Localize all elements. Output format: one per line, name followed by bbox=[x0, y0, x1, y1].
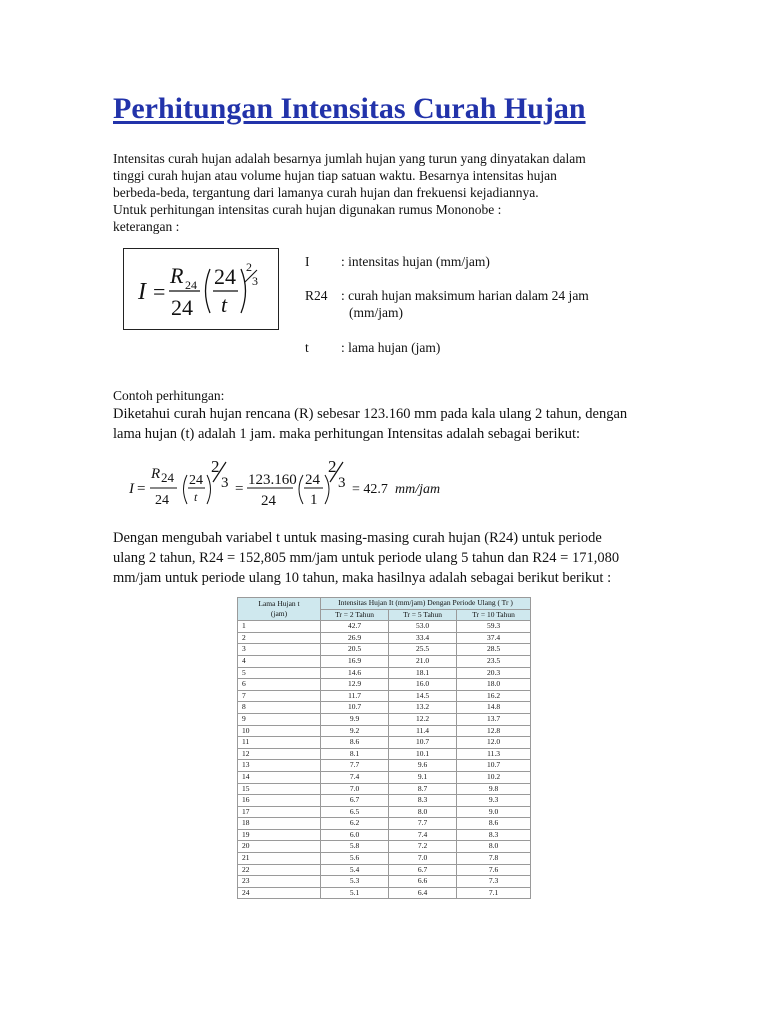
ex-r: R bbox=[151, 466, 161, 482]
col-header-duration-line1: Lama Hujan t bbox=[258, 598, 300, 608]
table-row bbox=[238, 771, 531, 783]
col-header-duration bbox=[238, 598, 321, 621]
cell-intensity: 16.2 bbox=[457, 690, 531, 702]
cell-intensity: 10.2 bbox=[457, 771, 531, 783]
cell-intensity: 11.3 bbox=[457, 748, 531, 760]
cell-intensity: 8.0 bbox=[389, 806, 457, 818]
sub-header-tr10: Tr = 10 Tahun bbox=[457, 609, 531, 621]
cell-intensity: 12.2 bbox=[389, 713, 457, 725]
ex-lparen-1 bbox=[184, 475, 188, 504]
cell-intensity: 12.8 bbox=[457, 725, 531, 737]
group-header: Intensitas Hujan It (mm/jam) Dengan Periode Ulang ( Tr ) bbox=[321, 598, 531, 610]
table-row bbox=[238, 818, 531, 830]
cell-intensity: 5.3 bbox=[321, 876, 389, 888]
ex-rparen-1 bbox=[207, 475, 211, 504]
legend-text: : curah hujan maksimum harian dalam 24 jam bbox=[341, 288, 589, 303]
example-heading bbox=[113, 387, 653, 404]
cell-intensity: 53.0 bbox=[389, 621, 457, 633]
cell-duration: 1 bbox=[238, 621, 321, 633]
cell-intensity: 10.7 bbox=[457, 760, 531, 772]
mononobe-formula-box bbox=[123, 248, 279, 330]
cell-duration: 2 bbox=[238, 632, 321, 644]
intro-line: Intensitas curah hujan adalah besarnya jumlah hujan yang turun yang dinyatakan dalam bbox=[113, 151, 586, 166]
cell-intensity: 5.4 bbox=[321, 864, 389, 876]
cell-intensity: 9.1 bbox=[389, 771, 457, 783]
cell-intensity: 11.7 bbox=[321, 690, 389, 702]
cell-intensity: 9.9 bbox=[321, 713, 389, 725]
cell-duration: 11 bbox=[238, 737, 321, 749]
formula-exp-denominator: 3 bbox=[252, 274, 258, 288]
ex-result: = 42.7 bbox=[352, 482, 388, 497]
cell-intensity: 23.5 bbox=[457, 655, 531, 667]
cell-intensity: 6.0 bbox=[321, 829, 389, 841]
cell-intensity: 21.0 bbox=[389, 655, 457, 667]
ex-one: 1 bbox=[310, 492, 318, 508]
legend-text: : intensitas hujan (mm/jam) bbox=[341, 254, 490, 269]
cell-intensity: 6.2 bbox=[321, 818, 389, 830]
cell-intensity: 5.8 bbox=[321, 841, 389, 853]
cell-intensity: 6.7 bbox=[321, 795, 389, 807]
cell-intensity: 7.8 bbox=[457, 853, 531, 865]
table-row bbox=[238, 690, 531, 702]
cell-intensity: 8.3 bbox=[457, 829, 531, 841]
legend-r24 bbox=[305, 287, 589, 321]
table-row bbox=[238, 864, 531, 876]
cell-intensity: 37.4 bbox=[457, 632, 531, 644]
ex-exp-den-1: 3 bbox=[221, 475, 229, 491]
table-row bbox=[238, 713, 531, 725]
cell-intensity: 7.3 bbox=[457, 876, 531, 888]
legend-text: : lama hujan (jam) bbox=[341, 340, 441, 355]
cell-intensity: 6.5 bbox=[321, 806, 389, 818]
formula-r: R bbox=[170, 263, 184, 288]
cell-duration: 13 bbox=[238, 760, 321, 772]
cell-duration: 21 bbox=[238, 853, 321, 865]
ex-lparen-2 bbox=[299, 475, 303, 504]
example-heading-text: Contoh perhitungan: bbox=[113, 388, 225, 403]
cell-intensity: 6.7 bbox=[389, 864, 457, 876]
table-body bbox=[238, 621, 531, 899]
col-header-duration-line2: (jam) bbox=[270, 609, 288, 619]
ex-t: t bbox=[194, 490, 198, 504]
cell-intensity: 12.9 bbox=[321, 679, 389, 691]
cell-intensity: 10.7 bbox=[389, 737, 457, 749]
table-row bbox=[238, 748, 531, 760]
cell-intensity: 20.3 bbox=[457, 667, 531, 679]
cell-duration: 14 bbox=[238, 771, 321, 783]
cell-duration: 4 bbox=[238, 655, 321, 667]
cell-intensity: 16.9 bbox=[321, 655, 389, 667]
cell-intensity: 6.4 bbox=[389, 887, 457, 899]
legend-t bbox=[305, 339, 440, 356]
cell-intensity: 20.5 bbox=[321, 644, 389, 656]
cell-intensity: 14.5 bbox=[389, 690, 457, 702]
table-row bbox=[238, 887, 531, 899]
cell-intensity: 42.7 bbox=[321, 621, 389, 633]
conclusion-line: mm/jam untuk periode ulang 10 tahun, maka hasilnya adalah sebagai berikut berikut : bbox=[113, 570, 612, 586]
formula-right-paren bbox=[241, 269, 246, 313]
intro-paragraph bbox=[113, 150, 653, 235]
intensity-table bbox=[237, 597, 531, 899]
cell-intensity: 7.7 bbox=[389, 818, 457, 830]
cell-duration: 24 bbox=[238, 887, 321, 899]
cell-duration: 20 bbox=[238, 841, 321, 853]
cell-intensity: 25.5 bbox=[389, 644, 457, 656]
ex-rparen-2 bbox=[325, 475, 329, 504]
cell-intensity: 5.6 bbox=[321, 853, 389, 865]
cell-intensity: 13.2 bbox=[389, 702, 457, 714]
cell-intensity: 18.1 bbox=[389, 667, 457, 679]
cell-duration: 15 bbox=[238, 783, 321, 795]
page-title: Perhitungan Intensitas Curah Hujan bbox=[113, 92, 586, 125]
intro-line: tinggi curah hujan atau volume hujan tiap satuan waktu. Besarnya intensitas hujan bbox=[113, 168, 557, 183]
cell-intensity: 14.6 bbox=[321, 667, 389, 679]
conclusion-line: Dengan mengubah variabel t untuk masing-masing curah hujan (R24) untuk periode bbox=[113, 530, 602, 546]
conclusion-paragraph bbox=[113, 528, 653, 588]
cell-intensity: 11.4 bbox=[389, 725, 457, 737]
table-row bbox=[238, 632, 531, 644]
legend-symbol: I bbox=[305, 254, 310, 269]
cell-intensity: 9.3 bbox=[457, 795, 531, 807]
cell-duration: 23 bbox=[238, 876, 321, 888]
cell-intensity: 13.7 bbox=[457, 713, 531, 725]
legend-i bbox=[305, 253, 490, 270]
cell-duration: 10 bbox=[238, 725, 321, 737]
ex-exp-num-2: 2 bbox=[328, 458, 337, 476]
mononobe-formula bbox=[124, 249, 280, 331]
table-row bbox=[238, 760, 531, 772]
ex-i: I bbox=[129, 481, 134, 497]
keterangan-label: keterangan : bbox=[113, 219, 180, 234]
cell-intensity: 8.3 bbox=[389, 795, 457, 807]
cell-intensity: 33.4 bbox=[389, 632, 457, 644]
cell-intensity: 9.0 bbox=[457, 806, 531, 818]
example-line: lama hujan (t) adalah 1 jam. maka perhitungan Intensitas adalah sebagai berikut: bbox=[113, 426, 581, 442]
cell-intensity: 8.6 bbox=[457, 818, 531, 830]
cell-duration: 7 bbox=[238, 690, 321, 702]
ex-eq-2: = bbox=[235, 481, 244, 497]
ex-eq: = bbox=[137, 481, 146, 497]
ex-r-value: 123.160 bbox=[248, 472, 297, 488]
cell-intensity: 12.0 bbox=[457, 737, 531, 749]
formula-i: I bbox=[138, 279, 146, 305]
ex-result-unit: mm/jam bbox=[395, 482, 441, 497]
ex-exp-num-1: 2 bbox=[211, 458, 220, 476]
cell-intensity: 10.7 bbox=[321, 702, 389, 714]
sub-header-tr2: Tr = 2 Tahun bbox=[321, 609, 389, 621]
conclusion-line: ulang 2 tahun, R24 = 152,805 mm/jam untuk periode ulang 5 tahun dan R24 = 171,080 bbox=[113, 550, 620, 566]
cell-intensity: 7.6 bbox=[457, 864, 531, 876]
cell-intensity: 8.1 bbox=[321, 748, 389, 760]
cell-intensity: 8.6 bbox=[321, 737, 389, 749]
cell-duration: 22 bbox=[238, 864, 321, 876]
table-row bbox=[238, 737, 531, 749]
cell-intensity: 7.2 bbox=[389, 841, 457, 853]
cell-intensity: 9.8 bbox=[457, 783, 531, 795]
cell-intensity: 7.4 bbox=[389, 829, 457, 841]
ex-den-24b: 24 bbox=[261, 493, 276, 509]
legend-text-unit: (mm/jam) bbox=[349, 305, 403, 320]
cell-intensity: 6.6 bbox=[389, 876, 457, 888]
intro-line: Untuk perhitungan intensitas curah hujan digunakan rumus Mononobe : bbox=[113, 202, 502, 217]
cell-intensity: 8.7 bbox=[389, 783, 457, 795]
cell-duration: 18 bbox=[238, 818, 321, 830]
example-line: Diketahui curah hujan rencana (R) sebesar 123.160 mm pada kala ulang 2 tahun, dengan bbox=[113, 406, 628, 422]
table-row bbox=[238, 725, 531, 737]
legend-symbol: R24 bbox=[305, 288, 328, 303]
ex-exp-den-2: 3 bbox=[338, 475, 346, 491]
ex-r-sub: 24 bbox=[161, 470, 174, 485]
table-row bbox=[238, 655, 531, 667]
table-row bbox=[238, 667, 531, 679]
formula-numerator: 24 bbox=[214, 264, 236, 289]
cell-intensity: 18.0 bbox=[457, 679, 531, 691]
cell-duration: 9 bbox=[238, 713, 321, 725]
example-paragraph bbox=[113, 404, 653, 444]
cell-duration: 6 bbox=[238, 679, 321, 691]
table-row bbox=[238, 841, 531, 853]
cell-duration: 8 bbox=[238, 702, 321, 714]
table-row bbox=[238, 806, 531, 818]
cell-intensity: 28.5 bbox=[457, 644, 531, 656]
ex-num-24: 24 bbox=[189, 473, 203, 488]
cell-intensity: 7.7 bbox=[321, 760, 389, 772]
cell-intensity: 8.0 bbox=[457, 841, 531, 853]
table-row bbox=[238, 829, 531, 841]
cell-duration: 19 bbox=[238, 829, 321, 841]
intro-line: berbeda-beda, tergantung dari lamanya curah hujan dan frekuensi kejadiannya. bbox=[113, 185, 539, 200]
formula-left-paren bbox=[206, 269, 211, 313]
table-row bbox=[238, 679, 531, 691]
ex-num-24b: 24 bbox=[305, 472, 320, 488]
example-formula bbox=[123, 458, 463, 523]
cell-duration: 12 bbox=[238, 748, 321, 760]
cell-duration: 17 bbox=[238, 806, 321, 818]
cell-duration: 3 bbox=[238, 644, 321, 656]
table-row bbox=[238, 795, 531, 807]
cell-intensity: 14.8 bbox=[457, 702, 531, 714]
table-row bbox=[238, 644, 531, 656]
table-row bbox=[238, 702, 531, 714]
cell-intensity: 9.2 bbox=[321, 725, 389, 737]
cell-intensity: 5.1 bbox=[321, 887, 389, 899]
table-row bbox=[238, 853, 531, 865]
ex-den-24: 24 bbox=[155, 493, 169, 508]
formula-denominator: 24 bbox=[171, 295, 193, 320]
cell-duration: 16 bbox=[238, 795, 321, 807]
cell-intensity: 16.0 bbox=[389, 679, 457, 691]
table-row bbox=[238, 783, 531, 795]
sub-header-tr5: Tr = 5 Tahun bbox=[389, 609, 457, 621]
cell-intensity: 26.9 bbox=[321, 632, 389, 644]
cell-intensity: 7.1 bbox=[457, 887, 531, 899]
cell-intensity: 59.3 bbox=[457, 621, 531, 633]
cell-intensity: 10.1 bbox=[389, 748, 457, 760]
cell-intensity: 7.0 bbox=[389, 853, 457, 865]
formula-equals: = bbox=[153, 279, 166, 304]
formula-exp-numerator: 2 bbox=[246, 260, 252, 274]
cell-duration: 5 bbox=[238, 667, 321, 679]
cell-intensity: 7.4 bbox=[321, 771, 389, 783]
formula-r-subscript: 24 bbox=[185, 278, 197, 292]
table-row bbox=[238, 876, 531, 888]
example-formula-svg bbox=[123, 458, 463, 518]
cell-intensity: 9.6 bbox=[389, 760, 457, 772]
formula-t: t bbox=[221, 292, 228, 317]
cell-intensity: 7.0 bbox=[321, 783, 389, 795]
table-row bbox=[238, 621, 531, 633]
legend-symbol: t bbox=[305, 340, 309, 355]
